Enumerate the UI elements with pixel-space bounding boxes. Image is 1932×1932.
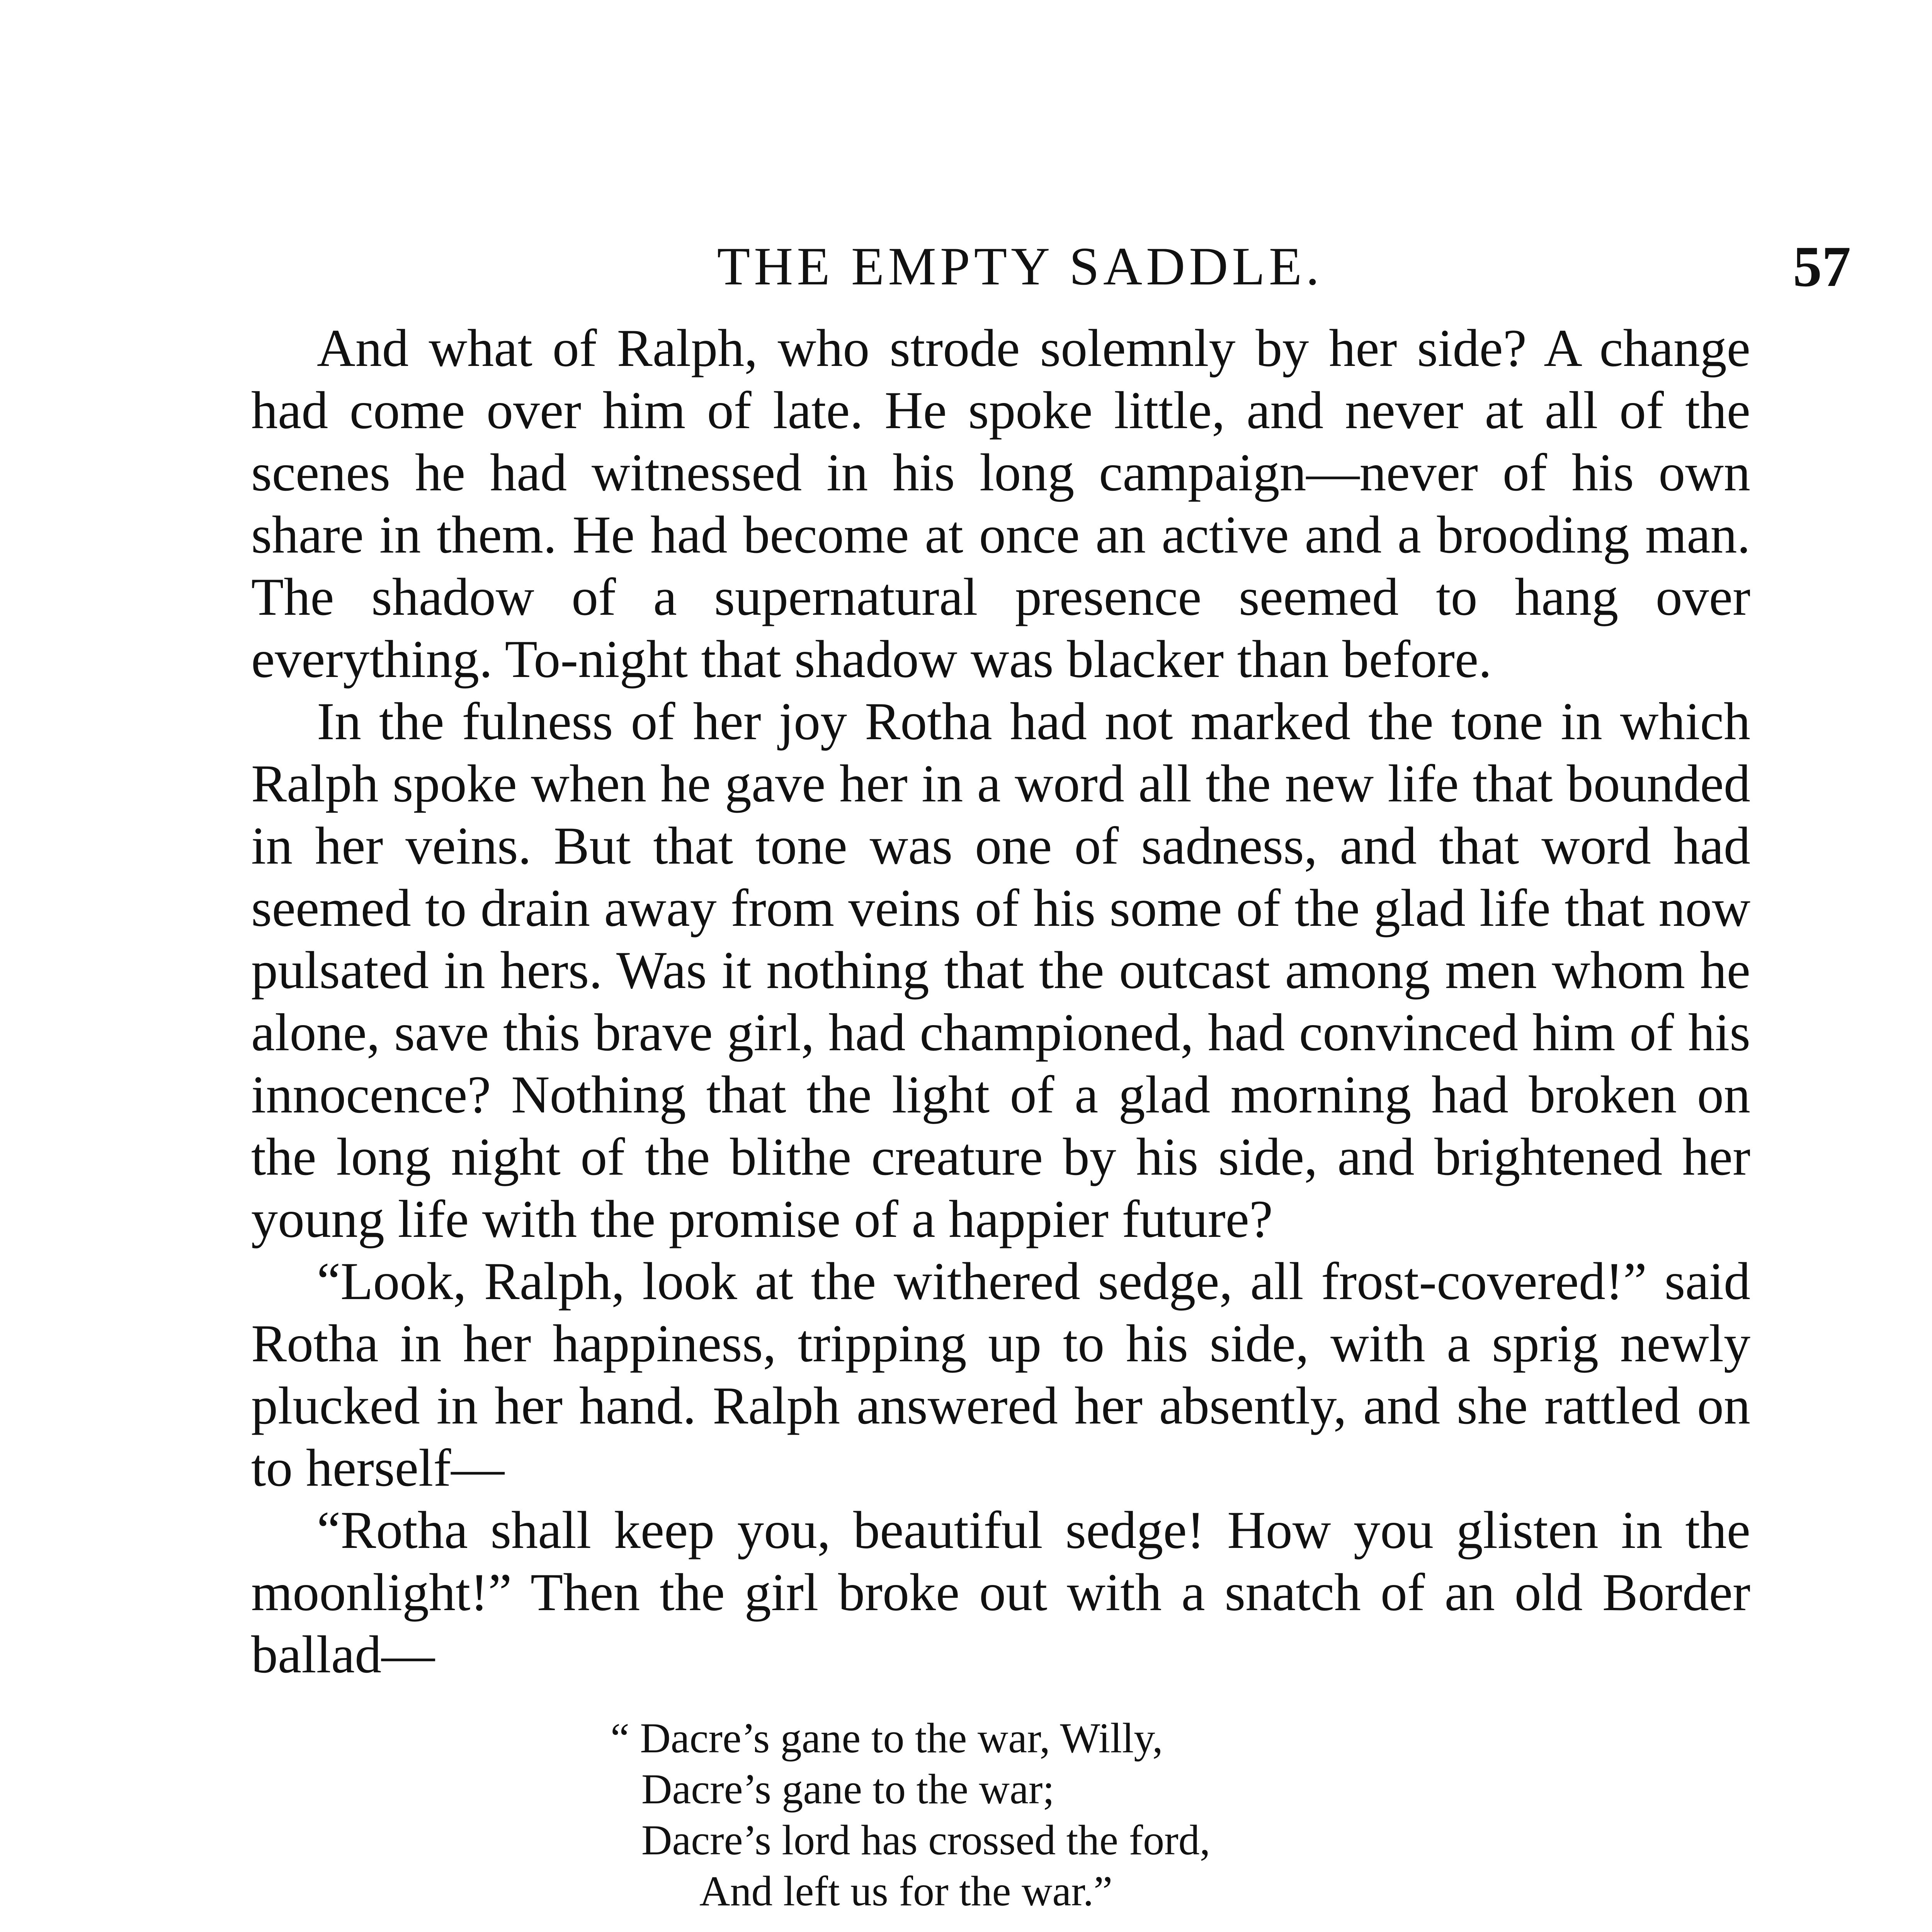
page-header bbox=[247, 228, 1851, 305]
body-text bbox=[251, 317, 1750, 1932]
paragraph-rotha-sedge: “Rotha shall keep you, beautiful sedge! How you glisten in the moonlight!” Then the girl broke out with a snatch of an old Border ballad— bbox=[251, 1500, 1750, 1684]
paragraph-ralph: And what of Ralph, who strode solemnly by her side? A change had come over him of late. He spoke little, and never at all of the scenes he had witnessed in his long campaign—never of his own share in them. He had become at once an active and a brooding man. The shadow of a supernatural presence seemed to hang over everything. To-night that shadow was blacker than before. bbox=[251, 318, 1750, 689]
verse-line: Dacre’s gane to the war; bbox=[641, 1765, 1054, 1813]
verse-line: Dacre’s lord has crossed the ford, bbox=[641, 1816, 1211, 1864]
verse-line: And left us for the war.” bbox=[699, 1867, 1113, 1915]
paragraph-look-ralph: “Look, Ralph, look at the withered sedge, all frost-covered!” said Rotha in her happiness, tripping up to his side, with a sprig newly plucked in her hand. Ralph answered her absently, and she rattled on to herself— bbox=[251, 1252, 1750, 1497]
ballad-verse-dacre bbox=[611, 1713, 1750, 1917]
paragraph-rotha-joy: In the fulness of her joy Rotha had not marked the tone in which Ralph spoke when he gave her in a word all the new life that bounded in her veins. But that tone was one of sadness, and that word had seemed to drain away from veins of his some of the glad life that now pulsated in hers. Was it nothing that the outcast among men whom he alone, save this brave girl, had championed, had convinced him of his innocence? Nothing that the light of a glad morning had broken on the long night of the blithe creature by his side, and brightened her young life with the promise of a happier future? bbox=[251, 692, 1750, 1248]
running-title: THE EMPTY SADDLE. bbox=[717, 236, 1323, 296]
page-number: 57 bbox=[1793, 235, 1851, 299]
verse-line: “ Dacre’s gane to the war, Willy, bbox=[611, 1714, 1163, 1762]
